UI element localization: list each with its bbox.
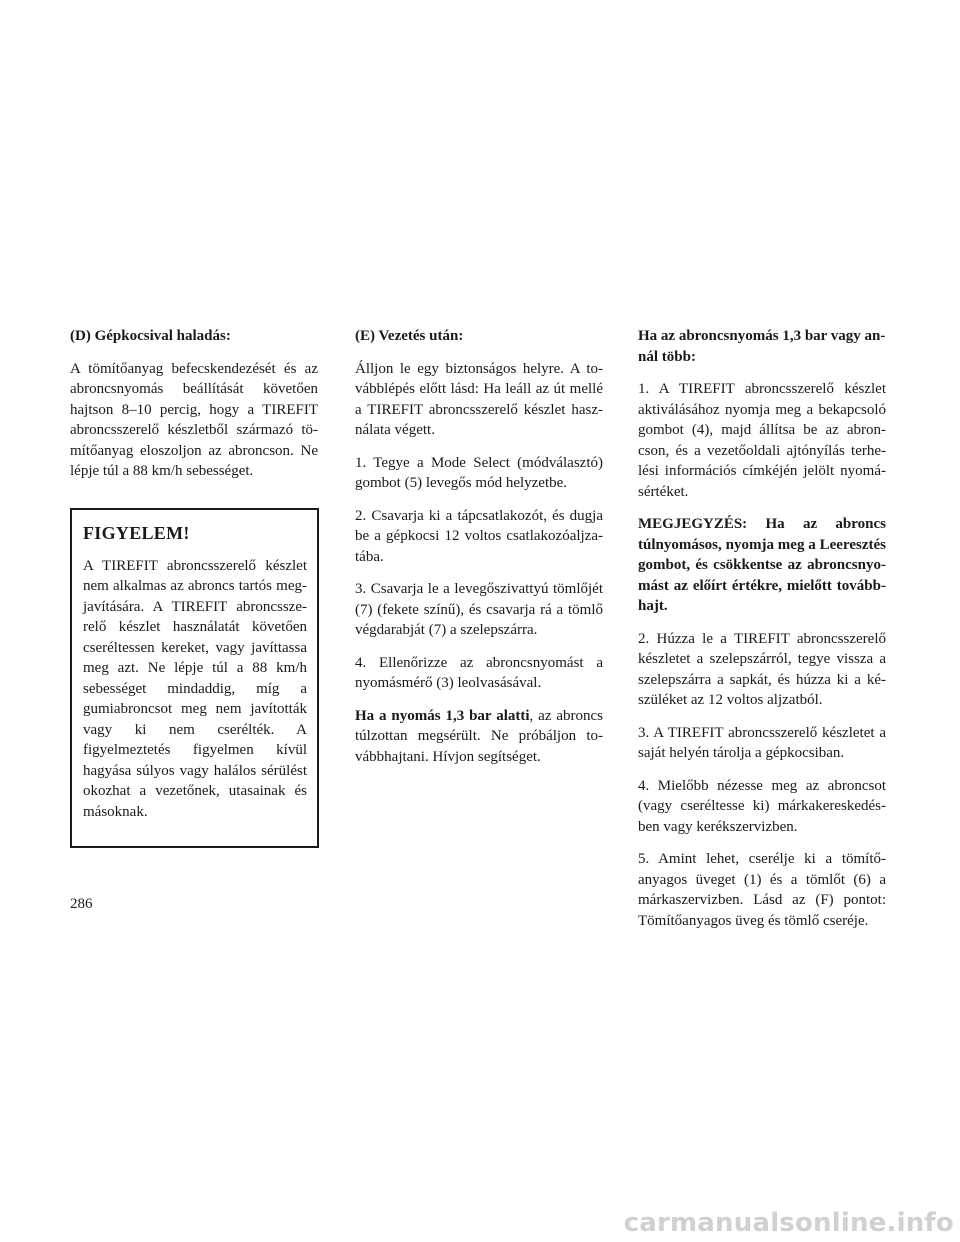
section-heading-after-driving: (E) Vezetés után: [355, 328, 464, 344]
low-pressure-rest: , az abroncs túlzottan megsérült. Ne próbáljon továbbhajtani. Hívjon segítséget. [355, 707, 603, 765]
driving-paragraph: A tömítőanyag befecskendezését és az abroncsnyomás beállítását követően hajtson 8–10 percig, hogy a TIREFIT abroncsszerelő készletből származó tömítőanyag eloszoljon az abroncson. Ne lépje túl a 88 km/h sebességet. [70, 360, 318, 479]
page-number: 286 [70, 896, 93, 912]
step-item: 2. Csavarja ki a tápcsatlakozót, és dugja be a gépkocsi 12 voltos csatlakozóaljzatába. [355, 507, 603, 565]
step-item: 2. Húzza le a TIREFIT abroncsszerelő készletet a szelepszárról, tegye vissza a szelepszárra a sapkát, és húzza ki a készüléket az 12 voltos aljzatból. [638, 630, 886, 708]
step-item: 3. A TIREFIT abroncsszerelő készletet a saját helyén tárolja a gépkocsiban. [638, 724, 886, 761]
step-item: 5. Amint lehet, cserélje ki a tömítőanyagos üveget (1) és a tömlőt (6) a márkaszervizben. Lásd az (F) pontot: Tömítőanyagos üveg és tömlő cseréje. [638, 851, 886, 929]
low-pressure-bold: Ha a nyomás 1,3 bar alatti [355, 707, 530, 724]
step-item: 4. Ellenőrizze az abroncsnyomást a nyomásmérő (3) leolvasásával. [355, 654, 603, 691]
step-item: 4. Mielőbb nézesse meg az abroncsot (vagy cseréltesse ki) márkakereskedésben vagy kerékszervizben. [638, 777, 886, 835]
warning-box [70, 508, 319, 849]
watermark: carmanualsonline.info [623, 1208, 954, 1238]
column-right [638, 326, 886, 943]
section-heading-pressure-ok: Ha az abroncsnyomás 1,3 bar vagy annál több: [638, 328, 886, 365]
low-pressure-paragraph [355, 706, 603, 768]
section-heading-driving: (D) Gépkocsival haladás: [70, 328, 231, 344]
column-left [70, 326, 318, 848]
step-item: 1. A TIREFIT abroncsszerelő készlet aktiválásához nyomja meg a bekapcsoló gombot (4), majd állítsa be az abroncson, és a vezetőoldali ajtónyílás terhelési információs címkéjén jelölt nyomásértéket. [638, 381, 886, 500]
after-driving-intro: Álljon le egy biztonságos helyre. A továbblépés előtt lásd: Ha leáll az út mellé a TIREFIT abroncsszerelő készlet használata végett. [355, 360, 603, 438]
note-paragraph: MEGJEGYZÉS: Ha az abroncs túlnyomásos, nyomja meg a Leeresztés gombot, és csökkentse az abroncsnyomást az előírt értékre, mielőtt továbbhajt. [638, 516, 886, 614]
step-item: 1. Tegye a Mode Select (módválasztó) gombot (5) levegős mód helyzetbe. [355, 454, 603, 491]
step-item: 3. Csavarja le a levegőszivattyú tömlőjét (7) (fekete színű), és csavarja rá a tömlő végdarabját (7) a szelepszárra. [355, 581, 603, 638]
column-middle [355, 326, 603, 779]
warning-text: A TIREFIT abroncsszerelő készlet nem alkalmas az abroncs tartós megjavítására. A TIREFIT abroncsszerelő készlet használatát követően cseréltessen kereket, vagy javíttassa meg azt. Ne lépje túl a 88 km/h sebességet mindaddig, míg a gumiabroncsot meg nem javították vagy ki nem cserélték. A figyelmeztetés figyelmen kívül hagyása súlyos vagy halálos sérülést okozhat a vezetőnek, utasainak és másoknak. [83, 557, 307, 820]
warning-title: FIGYELEM! [83, 522, 190, 543]
